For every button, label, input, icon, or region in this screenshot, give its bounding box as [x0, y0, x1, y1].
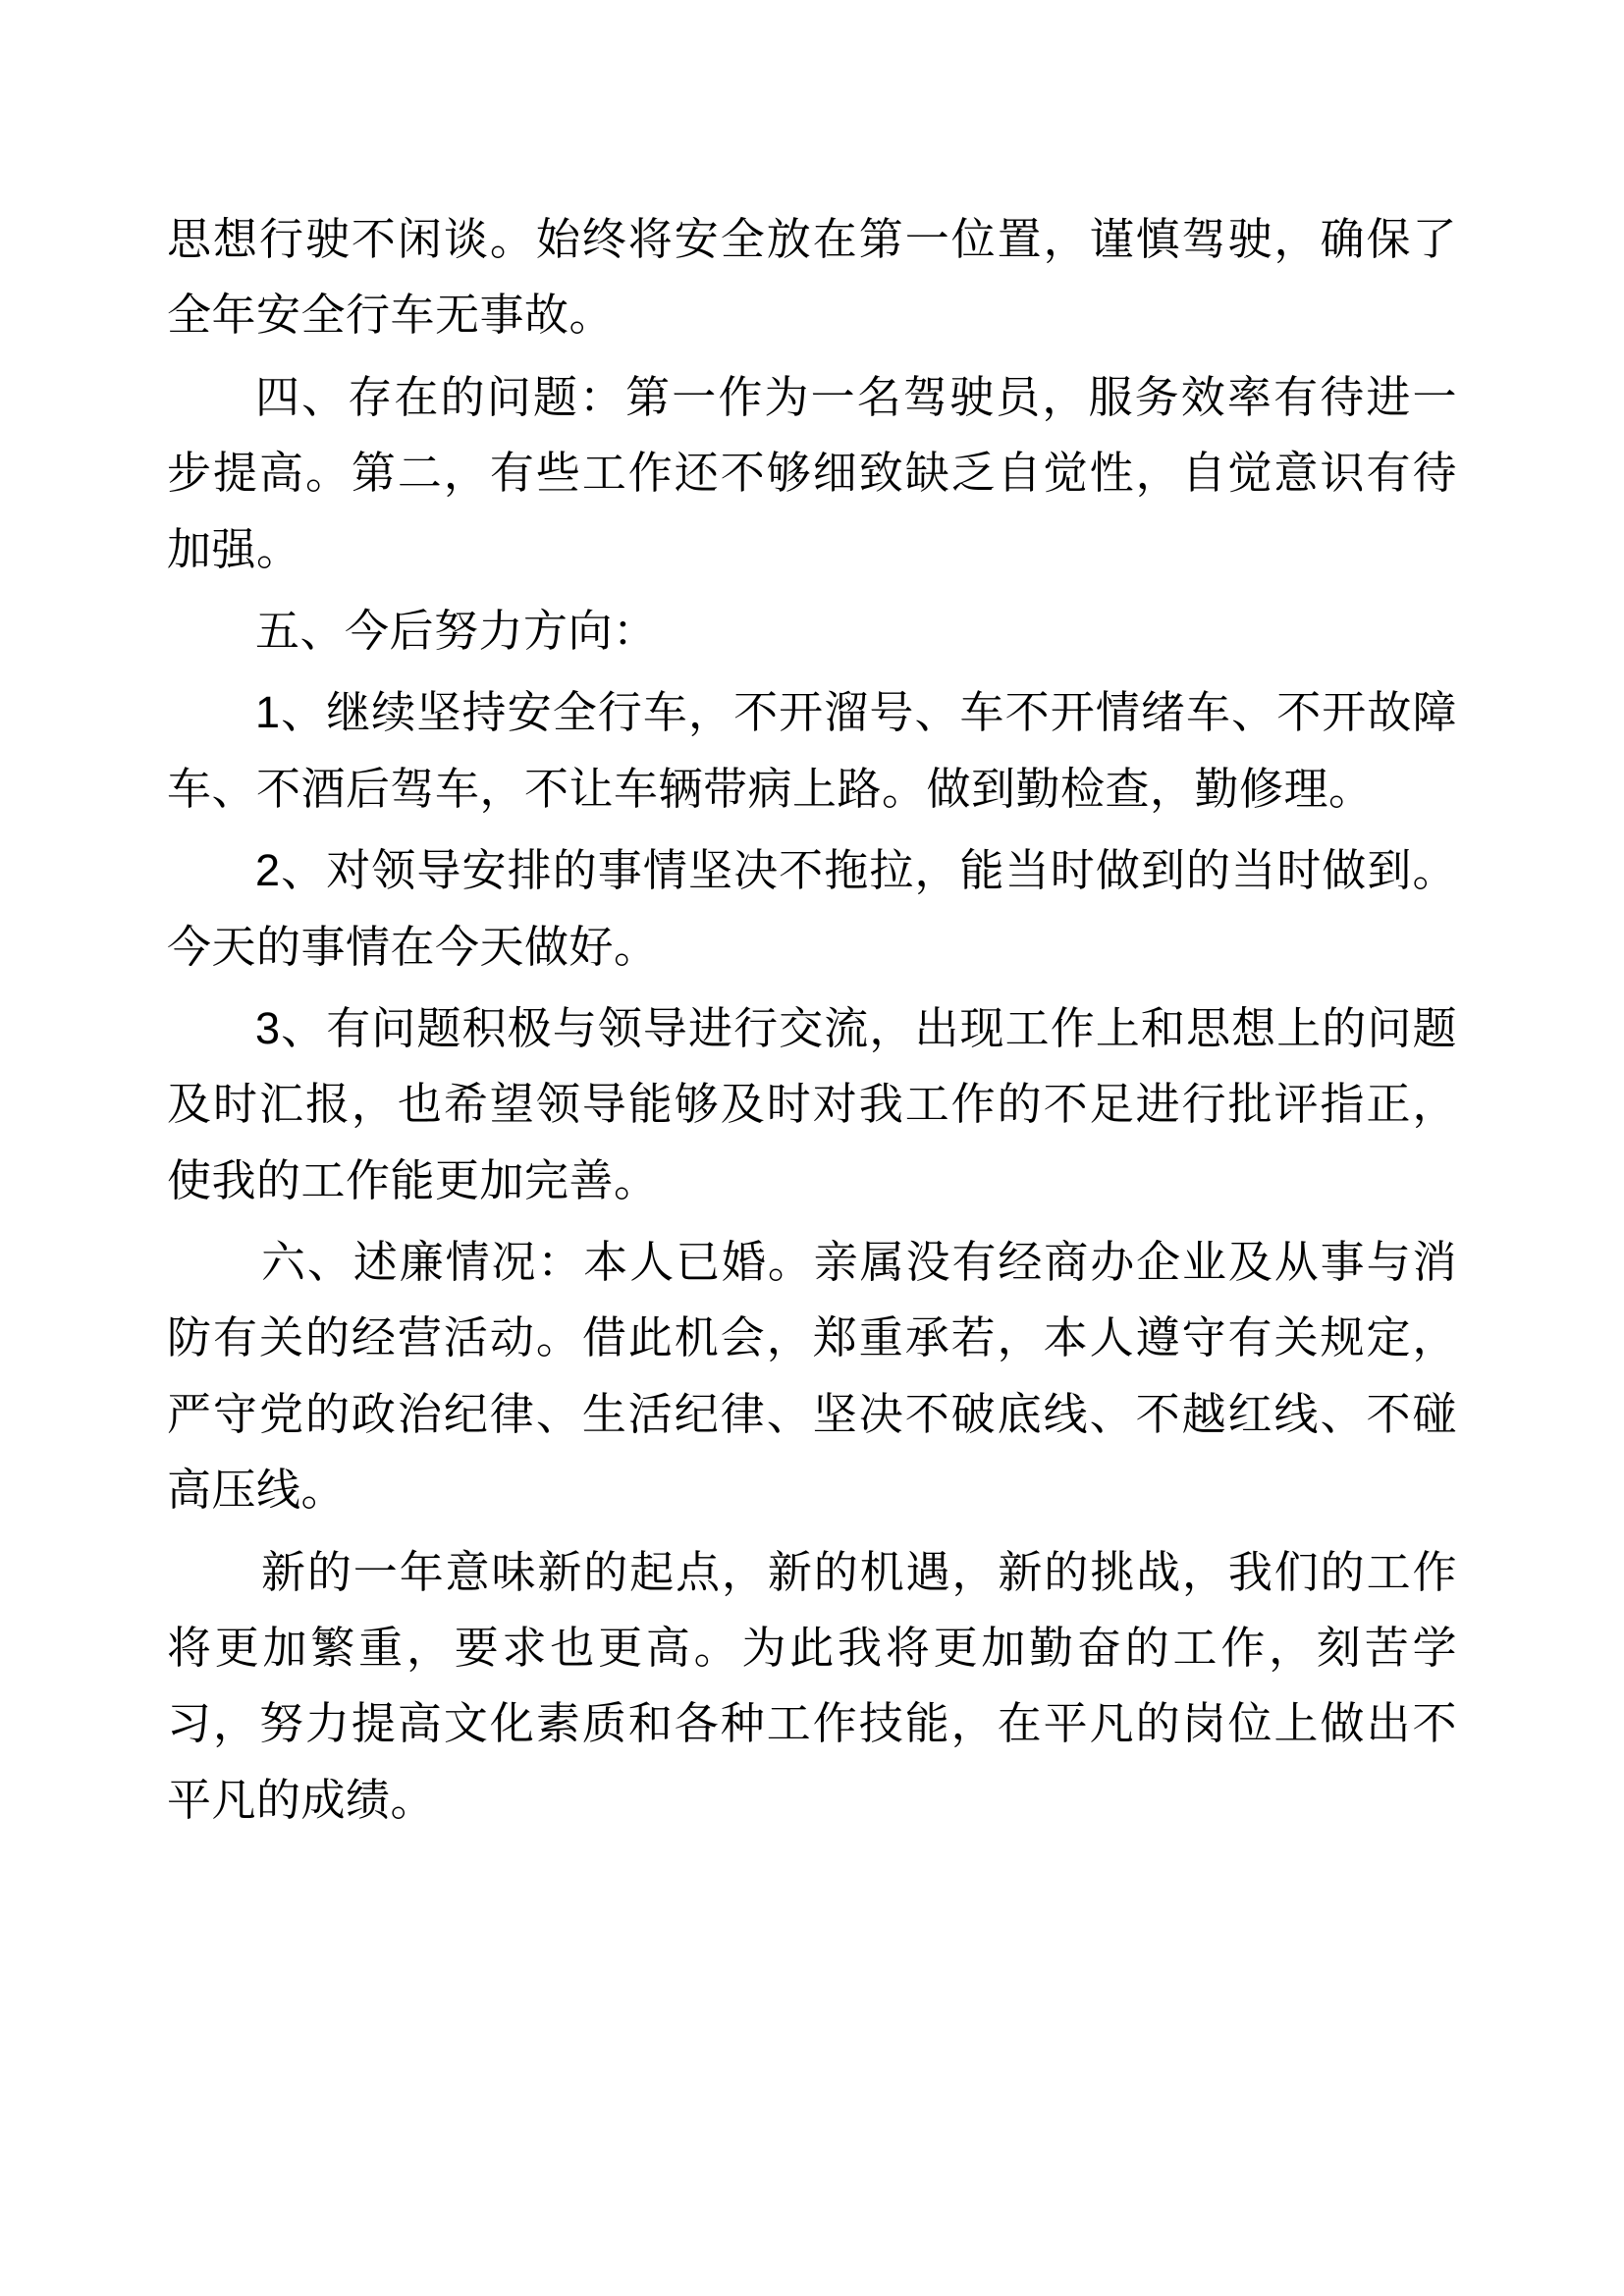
paragraph: 四、存在的问题：第一作为一名驾驶员，服务效率有待进一步提高。第二，有些工作还不够细致缺乏自觉性，自觉意识有待加强。: [167, 371, 1457, 574]
paragraph: 3、有问题积极与领导进行交流，出现工作上和思想上的问题及时汇报，也希望领导能够及时对我工作的不足进行批评指正，使我的工作能更加完善。: [167, 1002, 1457, 1205]
paragraph: 2、对领导安排的事情坚决不拖拉，能当时做到的当时做到。今天的事情在今天做好。: [167, 845, 1457, 972]
paragraph: 六、述廉情况：本人已婚。亲属没有经商办企业及从事与消防有关的经营活动。借此机会，郑重承若，本人遵守有关规定，严守党的政治纪律、生活纪律、坚决不破底线、不越红线、不碰高压线。: [167, 1237, 1457, 1516]
paragraph: 新的一年意味新的起点，新的机遇，新的挑战，我们的工作将更加繁重，要求也更高。为此我将更加勤奋的工作，刻苦学习，努力提高文化素质和各种工作技能，在平凡的岗位上做出不平凡的成绩。: [167, 1546, 1457, 1825]
paragraph: 思想行驶不闲谈。始终将安全放在第一位置，谨慎驾驶，确保了全年安全行车无事故。: [167, 214, 1457, 341]
paragraph: 五、今后努力方向：: [255, 605, 658, 656]
document-body: [167, 201, 1457, 1838]
paragraph: 1、继续坚持安全行车，不开溜号、车不开情绪车、不开故障车、不酒后驾车，不让车辆带病上路。做到勤检查，勤修理。: [167, 687, 1457, 814]
